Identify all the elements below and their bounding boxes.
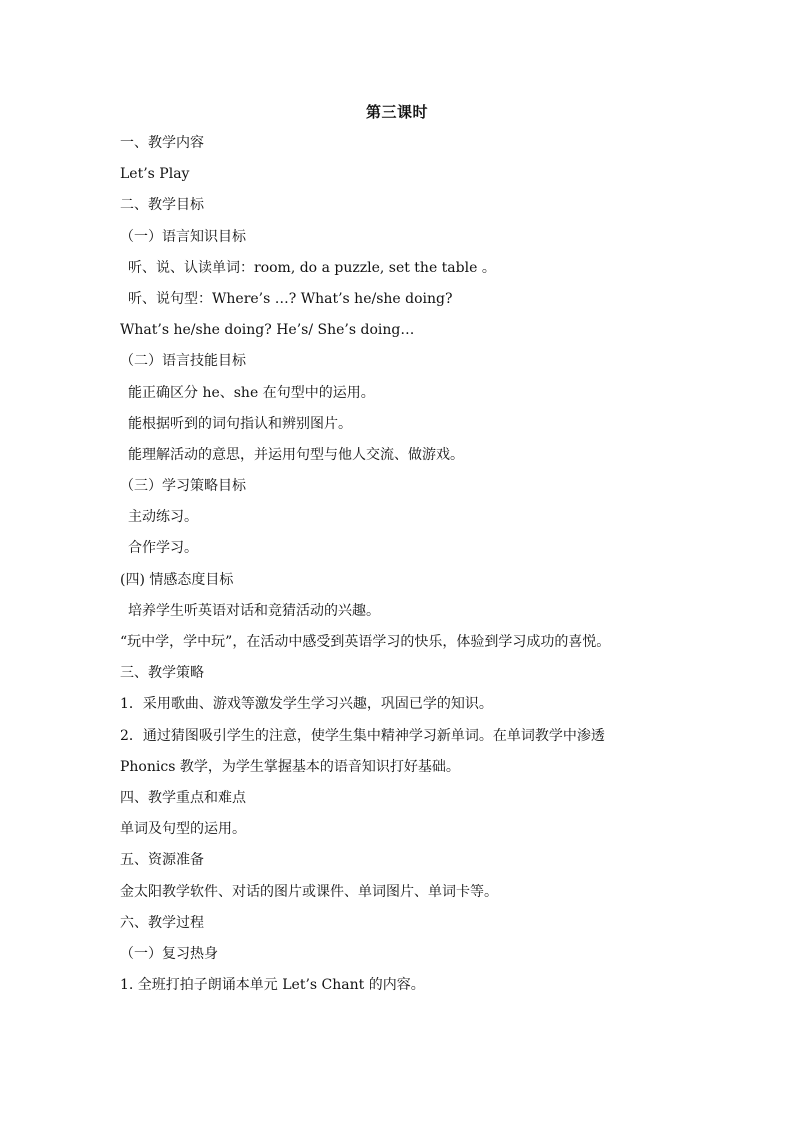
text-line: 单词及句型的运用。 <box>120 821 246 838</box>
text-line: 能正确区分 he、she 在句型中的运用。 <box>128 384 375 401</box>
text-line: 听、说、认读单词：room, do a puzzle, set the table 。 <box>128 259 496 276</box>
text-line: 2．通过猜图吸引学生的注意，使学生集中精神学习新单词。在单词教学中渗透 <box>120 727 605 744</box>
text-line: 听、说句型：Where’s …? What’s he/she doing? <box>128 290 453 307</box>
page-title: 第三课时 <box>365 103 428 121</box>
text-line: 1. 全班打拍子朗诵本单元 Let’s Chant 的内容。 <box>120 977 425 994</box>
text-line: 二、教学目标 <box>120 197 204 214</box>
text-line: (四) 情感态度目标 <box>120 571 234 588</box>
text-line: （一）语言知识目标 <box>120 228 246 245</box>
text-line: What’s he/she doing? He’s/ She’s doing… <box>120 322 415 339</box>
text-line: 三、教学策略 <box>120 665 204 682</box>
text-line: 主动练习。 <box>128 509 198 526</box>
text-line: 六、教学过程 <box>120 914 204 931</box>
text-line: （一）复习热身 <box>120 945 218 962</box>
text-line: “玩中学，学中玩”，在活动中感受到英语学习的快乐，体验到学习成功的喜悦。 <box>120 634 611 650</box>
text-line: 四、教学重点和难点 <box>120 789 246 806</box>
text-line: 五、资源准备 <box>120 852 204 869</box>
text-line: Phonics 教学，为学生掌握基本的语音知识打好基础。 <box>120 758 460 775</box>
text-line: 一、教学内容 <box>120 135 204 151</box>
text-line: （二）语言技能目标 <box>120 353 246 370</box>
text-line: （三）学习策略目标 <box>120 478 246 495</box>
document-body <box>120 132 680 1005</box>
text-line: Let’s Play <box>120 166 190 183</box>
text-line: 合作学习。 <box>128 540 198 557</box>
text-line: 1．采用歌曲、游戏等激发学生学习兴趣，巩固已学的知识。 <box>120 696 493 713</box>
text-line: 培养学生听英语对话和竞猜活动的兴趣。 <box>128 602 380 619</box>
text-line: 能理解活动的意思，并运用句型与他人交流、做游戏。 <box>128 446 464 463</box>
text-line: 金太阳教学软件、对话的图片或课件、单词图片、单词卡等。 <box>120 883 498 900</box>
text-line: 能根据听到的词句指认和辨别图片。 <box>128 415 352 432</box>
